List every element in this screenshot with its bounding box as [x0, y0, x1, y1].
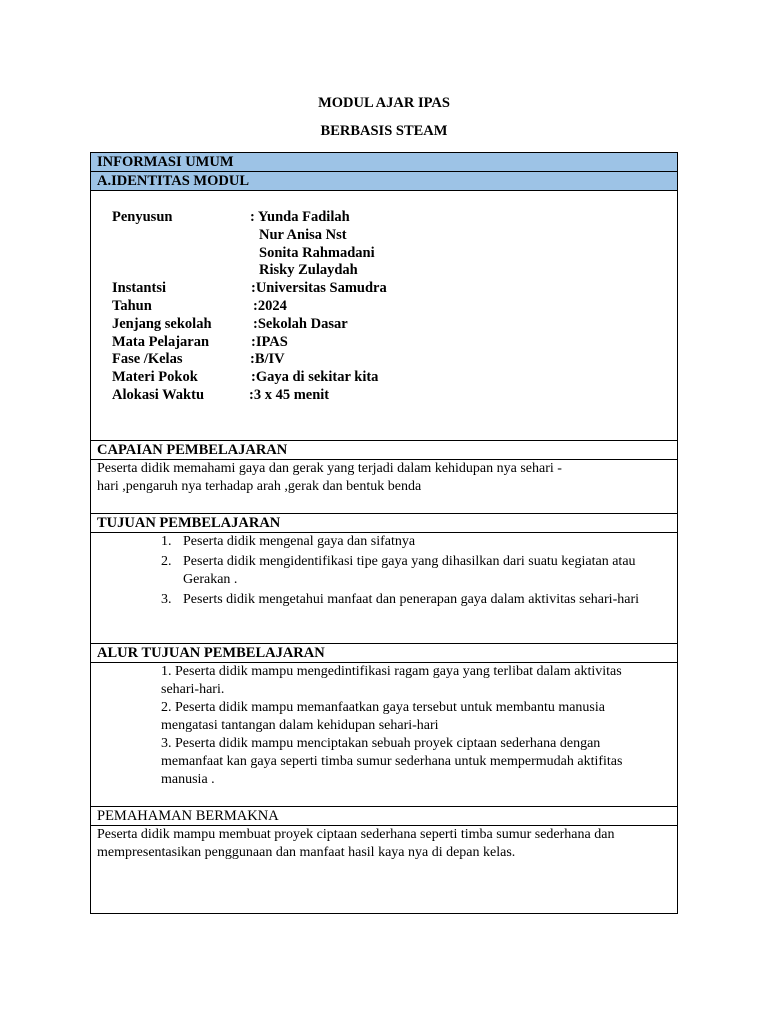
tujuan-list [161, 533, 673, 611]
list-item: 2. Peserta didik mampu memanfaatkan gaya tersebut untuk membantu manusia mengatasi tantangan dalam kehidupan sehari-hari [161, 700, 605, 733]
section-header-capaian: CAPAIAN PEMBELAJARAN [91, 440, 677, 459]
document-title: MODUL AJAR IPAS [318, 95, 450, 111]
penyusun-value: : Yunda Fadilah [250, 209, 350, 225]
list-item-text: Peserta didik mengidentifikasi tipe gaya yang dihasilkan dari suatu kegiatan atau Gerakan . [183, 554, 636, 587]
alur-cell [91, 662, 677, 806]
capaian-line: hari ,pengaruh nya terhadap arah ,gerak dan bentuk benda [97, 479, 422, 494]
penyusun-value: Nur Anisa Nst [259, 226, 347, 243]
capaian-cell [91, 459, 677, 513]
list-item [161, 591, 673, 609]
instansi-label: Instantsi [112, 280, 166, 297]
list-item-text: Peserts didik mengetahui manfaat dan penerapan gaya dalam aktivitas sehari-hari [183, 592, 639, 607]
section-header-identitas-modul: A.IDENTITAS MODUL [91, 171, 677, 190]
section-header-pemahaman: PEMAHAMAN BERMAKNA [91, 806, 677, 825]
list-item [161, 533, 673, 551]
alokasi-label: Alokasi Waktu [112, 386, 205, 403]
pemahaman-line: mempresentasikan penggunaan dan manfaat hasil kaya nya di depan kelas. [97, 845, 516, 860]
penyusun-value: Risky Zulaydah [259, 262, 358, 279]
list-number: 3. [161, 592, 172, 607]
pemahaman-cell [91, 825, 677, 913]
penyusun-value: Sonita Rahmadani [259, 244, 375, 261]
fase-value: :B/IV [250, 351, 285, 368]
list-item: 1. Peserta didik mampu mengedintifikasi ragam gaya yang terlibat dalam aktivitas sehari-hari. [161, 664, 622, 697]
tahun-value: :2024 [253, 297, 287, 314]
section-header-alur: ALUR TUJUAN PEMBELAJARAN [91, 643, 677, 662]
document-subtitle: BERBASIS STEAM [320, 123, 448, 139]
tujuan-cell [91, 532, 677, 643]
mapel-label: Mata Pelajaran [112, 333, 210, 350]
module-table [90, 152, 678, 914]
section-header-informasi-umum: INFORMASI UMUM [91, 153, 677, 171]
list-item: 3. Peserta didik mampu menciptakan sebuah proyek ciptaan sederhana dengan memanfaat kan gaya seperti timba sumur sederhana untuk mempermudah aktifitas manusia . [161, 736, 623, 787]
instansi-value: :Universitas Samudra [251, 280, 387, 297]
list-item [161, 553, 673, 589]
pemahaman-line: Peserta didik mampu membuat proyek ciptaan sederhana seperti timba sumur sederhana dan [97, 827, 615, 842]
jenjang-label: Jenjang sekolah [112, 315, 212, 332]
mapel-value: :IPAS [251, 333, 288, 350]
list-item-text: Peserta didik mengenal gaya dan sifatnya [183, 534, 416, 549]
fase-label: Fase /Kelas [112, 351, 183, 368]
materi-value: :Gaya di sekitar kita [251, 369, 379, 386]
tahun-label: Tahun [112, 297, 152, 314]
alur-list [161, 663, 661, 789]
capaian-line: Peserta didik memahami gaya dan gerak yang terjadi dalam kehidupan nya sehari - [97, 461, 562, 476]
materi-label: Materi Pokok [112, 369, 198, 386]
section-header-tujuan: TUJUAN PEMBELAJARAN [91, 513, 677, 532]
identity-cell [91, 190, 677, 440]
jenjang-value: :Sekolah Dasar [253, 315, 348, 332]
list-number: 1. [161, 534, 172, 549]
alokasi-value: :3 x 45 menit [249, 386, 330, 403]
list-number: 2. [161, 554, 172, 569]
penyusun-label: Penyusun [112, 209, 173, 225]
